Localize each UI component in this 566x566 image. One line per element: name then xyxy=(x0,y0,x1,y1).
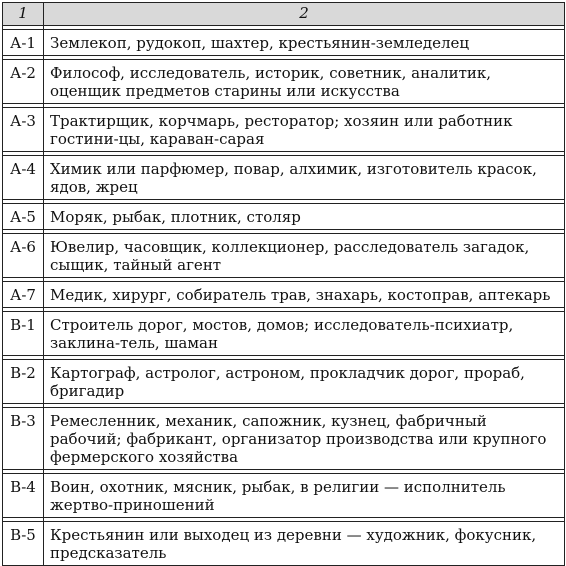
column-header-1: 1 xyxy=(3,3,44,26)
row-code: В-5 xyxy=(3,522,44,566)
row-text: Ювелир, часовщик, коллекционер, расследователь загадок, сыщик, тайный агент xyxy=(44,234,565,278)
row-code: А-4 xyxy=(3,156,44,200)
row-text: Моряк, рыбак, плотник, столяр xyxy=(44,204,565,230)
table-row xyxy=(3,108,565,152)
table-row xyxy=(3,30,565,56)
row-text: Картограф, астролог, астроном, прокладчик дорог, прораб, бригадир xyxy=(44,360,565,404)
table-row xyxy=(3,60,565,104)
table-row xyxy=(3,156,565,200)
row-code: В-1 xyxy=(3,312,44,356)
row-code: А-2 xyxy=(3,60,44,104)
row-text: Философ, исследователь, историк, советник, аналитик, оценщик предметов старины или искусства xyxy=(44,60,565,104)
row-text: Землекоп, рудокоп, шахтер, крестьянин-земледелец xyxy=(44,30,565,56)
table-row xyxy=(3,408,565,470)
table-row xyxy=(3,204,565,230)
column-header-2: 2 xyxy=(44,3,565,26)
row-text: Строитель дорог, мостов, домов; исследователь-психиатр, заклина-тель, шаман xyxy=(44,312,565,356)
table-row xyxy=(3,360,565,404)
row-code: В-3 xyxy=(3,408,44,470)
table-row xyxy=(3,282,565,308)
table-row xyxy=(3,234,565,278)
occupations-table xyxy=(2,2,565,566)
row-code: А-6 xyxy=(3,234,44,278)
row-code: В-4 xyxy=(3,474,44,518)
row-code: А-3 xyxy=(3,108,44,152)
occupations-table-container xyxy=(2,2,564,566)
table-row xyxy=(3,522,565,566)
row-code: А-1 xyxy=(3,30,44,56)
table-header-row xyxy=(3,3,565,26)
row-code: В-2 xyxy=(3,360,44,404)
row-text: Ремесленник, механик, сапожник, кузнец, фабричный рабочий; фабрикант, организатор производства или крупного фермерского хозяйства xyxy=(44,408,565,470)
row-text: Крестьянин или выходец из деревни — художник, фокусник, предсказатель xyxy=(44,522,565,566)
row-code: А-7 xyxy=(3,282,44,308)
table-row xyxy=(3,312,565,356)
row-text: Трактирщик, корчмарь, ресторатор; хозяин или работник гостини-цы, караван-сарая xyxy=(44,108,565,152)
row-code: А-5 xyxy=(3,204,44,230)
row-text: Воин, охотник, мясник, рыбак, в религии — исполнитель жертво-приношений xyxy=(44,474,565,518)
row-text: Химик или парфюмер, повар, алхимик, изготовитель красок, ядов, жрец xyxy=(44,156,565,200)
row-text: Медик, хирург, собиратель трав, знахарь, костоправ, аптекарь xyxy=(44,282,565,308)
